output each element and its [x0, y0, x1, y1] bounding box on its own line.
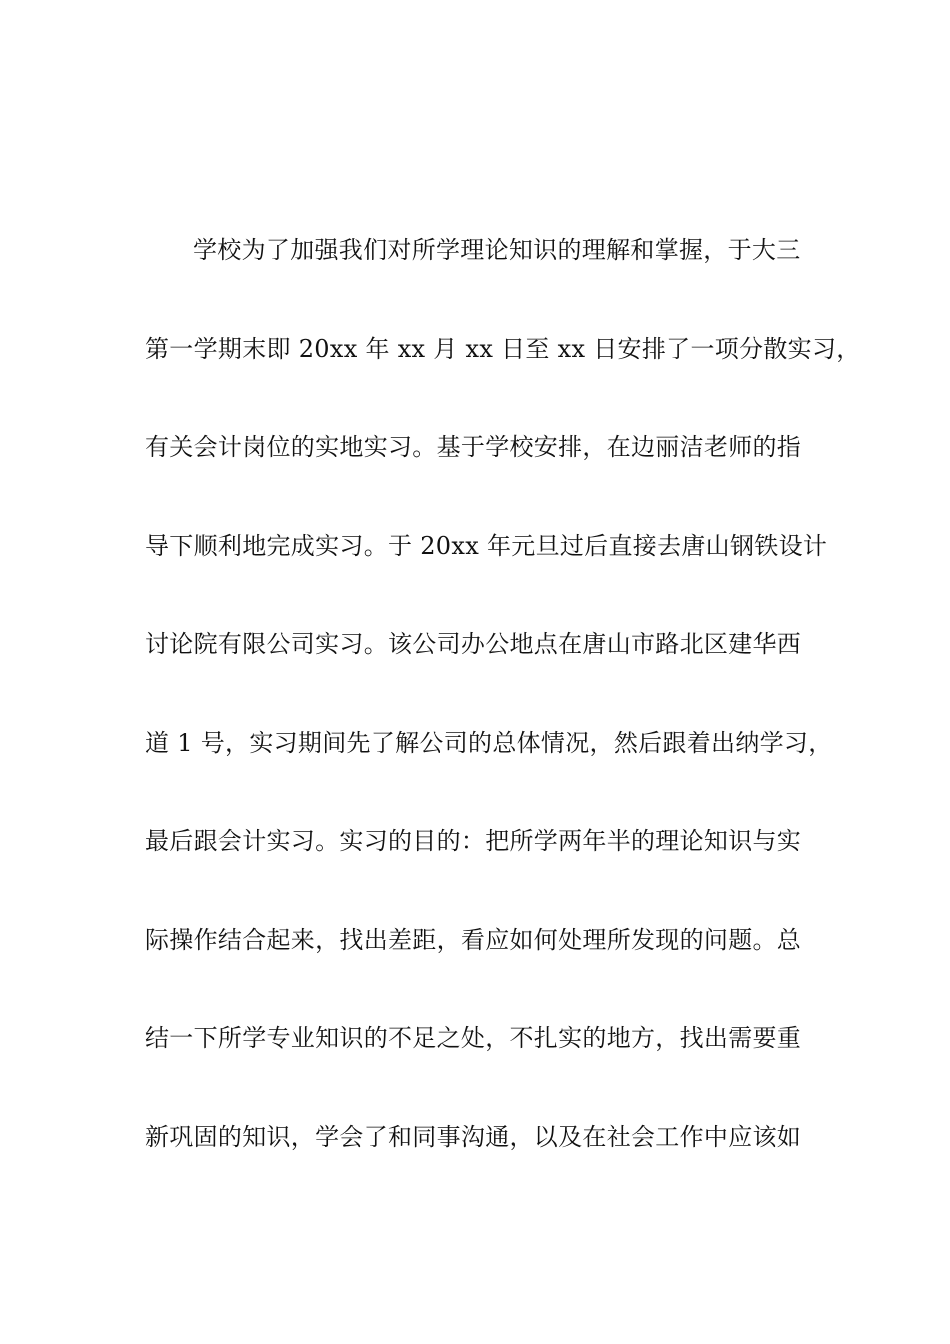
body-paragraph: [145, 228, 861, 1213]
text-line: 有关会计岗位的实地实习。基于学校安排，在边丽洁老师的指: [145, 433, 802, 461]
text-line: 结一下所学专业知识的不足之处，不扎实的地方，找出需要重: [145, 1024, 802, 1052]
text-line: 导下顺利地完成实习。于 20xx 年元旦过后直接去唐山钢铁设计: [145, 531, 828, 560]
text-line: 新巩固的知识，学会了和同事沟通，以及在社会工作中应该如: [145, 1122, 802, 1151]
text-line: 讨论院有限公司实习。该公司办公地点在唐山市路北区建华西: [145, 630, 802, 658]
text-line: 第一学期末即 20xx 年 xx 月 xx 日至 xx 日安排了一项分散实习，: [145, 334, 861, 363]
text-line: 最后跟会计实习。实习的目的：把所学两年半的理论知识与实: [145, 827, 802, 855]
text-line: 道 1 号，实习期间先了解公司的总体情况，然后跟着出纳学习，: [145, 728, 833, 757]
text-line: 学校为了加强我们对所学理论知识的理解和掌握，于大三: [193, 236, 801, 264]
text-line: 际操作结合起来，找出差距，看应如何处理所发现的问题。总: [145, 925, 802, 954]
